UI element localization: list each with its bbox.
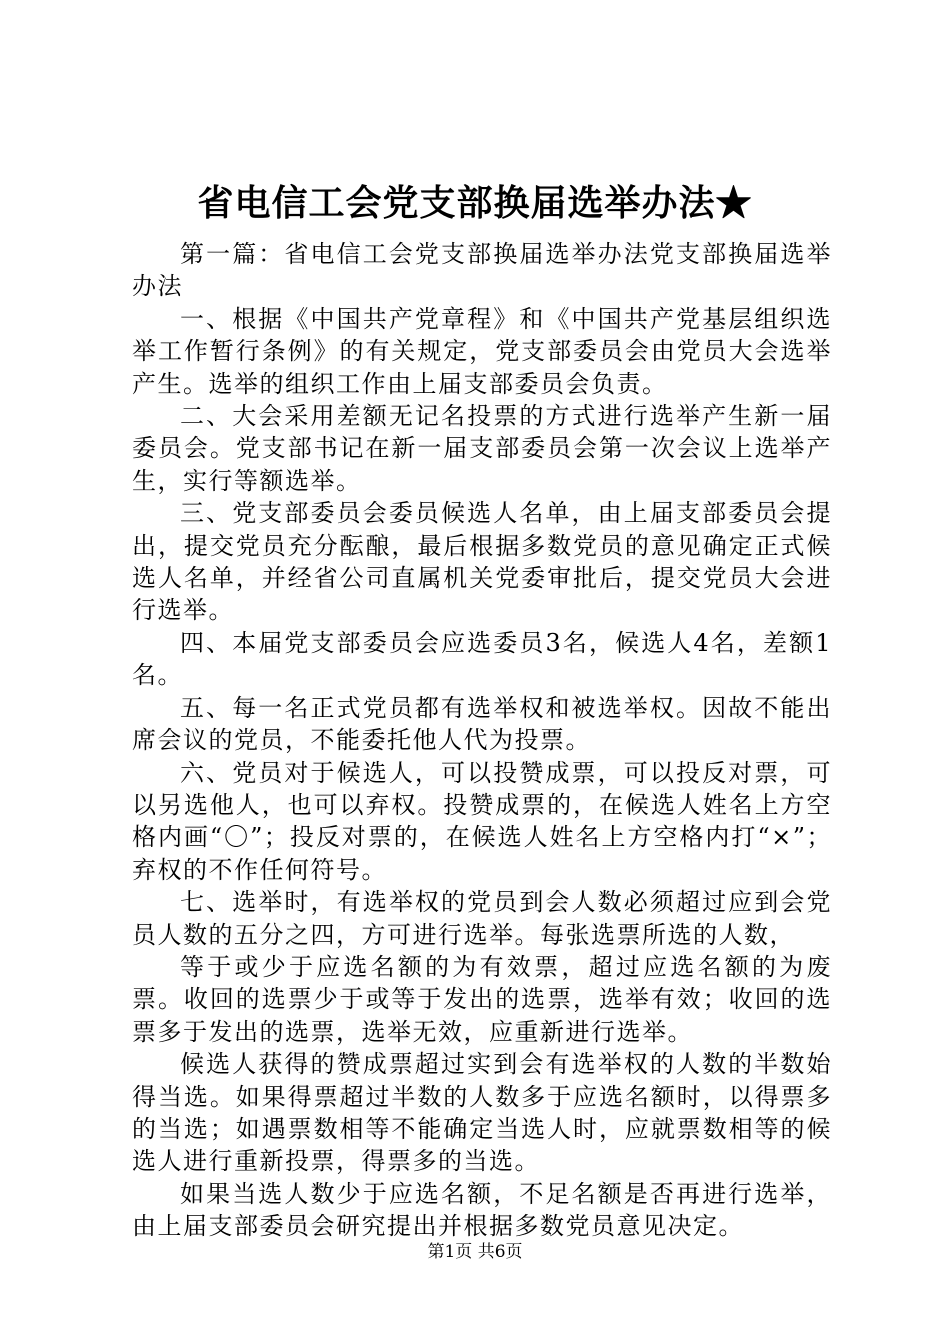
paragraph-article-2: 二、大会采用差额无记名投票的方式进行选举产生新一届委员会。党支部书记在新一届支部委员会第一次会议上选举产生，实行等额选举。	[132, 402, 832, 495]
paragraph-article-4: 四、本届党支部委员会应选委员3名，候选人4名，差额1名。	[132, 628, 832, 690]
page-footer: 第1页 共6页	[427, 1242, 523, 1262]
paragraph-article-7: 七、选举时，有选举权的党员到会人数必须超过应到会党员人数的五分之四，方可进行选举。每张选票所选的人数，	[132, 888, 832, 949]
paragraph-article-5: 五、每一名正式党员都有选举权和被选举权。因故不能出席会议的党员，不能委托他人代为投票。	[132, 693, 832, 755]
paragraph-article-7-continued: 等于或少于应选名额的为有效票，超过应选名额的为废票。收回的选票少于或等于发出的选票，选举有效；收回的选票多于发出的选票，选举无效，应重新进行选举。	[132, 952, 832, 1046]
paragraph-article-3: 三、党支部委员会委员候选人名单，由上届支部委员会提出，提交党员充分酝酿，最后根据多数党员的意见确定正式候选人名单，并经省公司直属机关党委审批后，提交党员大会进行选举。	[132, 499, 832, 625]
paragraph-article-6: 六、党员对于候选人，可以投赞成票，可以投反对票，可以另选他人，也可以弃权。投赞成票的，在候选人姓名上方空格内画“〇”；投反对票的，在候选人姓名上方空格内打“×”；弃权的不作任何符号。	[132, 758, 832, 884]
paragraph-insufficient-elected: 如果当选人数少于应选名额，不足名额是否再进行选举，由上届支部委员会研究提出并根据多数党员意见决定。	[132, 1179, 832, 1241]
document-title: 省电信工会党支部换届选举办法★	[197, 182, 753, 224]
paragraph-election-result: 候选人获得的赞成票超过实到会有选举权的人数的半数始得当选。如果得票超过半数的人数多于应选名额时，以得票多的当选；如遇票数相等不能确定当选人时，应就票数相等的候选人进行重新投票，得票多的当选。	[132, 1050, 832, 1176]
paragraph-section-heading: 第一篇：省电信工会党支部换届选举办法党支部换届选举办法	[132, 240, 832, 301]
paragraph-article-1: 一、根据《中国共产党章程》和《中国共产党基层组织选举工作暂行条例》的有关规定，党支部委员会由党员大会选举产生。选举的组织工作由上届支部委员会负责。	[132, 304, 832, 398]
document-body	[132, 238, 832, 1243]
